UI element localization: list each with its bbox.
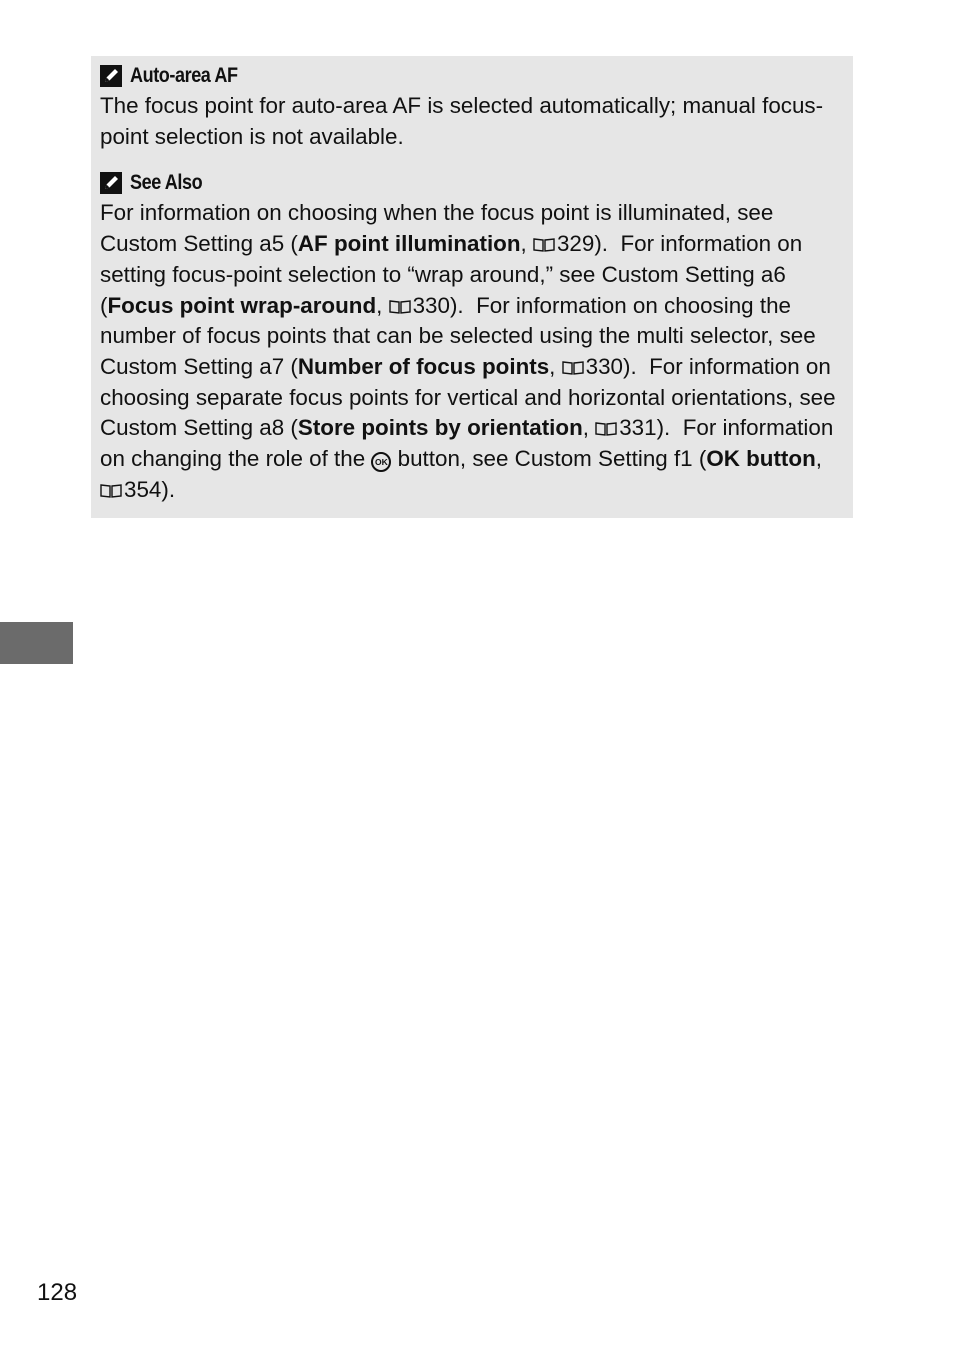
page-reference[interactable]: 354 xyxy=(124,476,162,502)
page-reference[interactable]: 330 xyxy=(585,353,623,379)
page-reference[interactable]: 329 xyxy=(556,231,595,257)
note-auto-area-af xyxy=(100,61,844,152)
menu-item-name: Store points by orientation xyxy=(297,415,583,441)
book-reference-icon xyxy=(562,361,584,375)
body-text: For information on changing the role of the xyxy=(100,415,834,472)
book-reference-icon xyxy=(389,300,411,314)
menu-item-name: AF point illumination xyxy=(297,231,521,257)
page-number: 128 xyxy=(37,1279,78,1306)
note-body-text: For information on choosing when the focus point is illuminated, see Custom Setting a5 (AF point illumination, 329). For information on setting focus-point selection to “wrap around,” see Custom Setting a6 (Focus point wrap-around, 330). For information on choosing the number of focus points that can be selected using the multi selector, see Custom Setting a7 (Number of focus points, 330). For information on choosing separate focus points for vertical and horizontal orientations, see Custom Setting a8 (Store points by orientation, 331). For information on changing the role of the OK button, see Custom Setting f1 (OK button, 354). xyxy=(100,200,836,502)
book-reference-icon xyxy=(595,422,617,436)
body-text: For information on choosing the number of focus points that can be selected using the multi selector, see Custom Setting a7 ( xyxy=(100,292,816,379)
note-heading xyxy=(100,61,844,91)
note-heading-text: Auto-area AF xyxy=(130,64,238,87)
menu-item-name: Focus point wrap-around xyxy=(107,292,377,318)
book-reference-icon xyxy=(100,484,122,498)
ok-button-icon: OK xyxy=(371,452,391,472)
pencil-note-icon xyxy=(100,65,122,87)
chapter-tab-marker xyxy=(0,622,73,664)
note-heading xyxy=(100,168,844,198)
menu-item-name: Number of focus points xyxy=(297,353,550,379)
body-text: For information on setting focus-point selection to “wrap around,” see Custom Setting a6 ( xyxy=(100,231,803,318)
note-heading-text: See Also xyxy=(130,171,203,195)
page-reference[interactable]: 331 xyxy=(619,415,657,441)
book-reference-icon xyxy=(533,238,555,252)
body-text: For information on choosing separate focus points for vertical and horizontal orientations, see Custom Setting a8 ( xyxy=(100,353,836,441)
body-text: For information on choosing when the focus point is illuminated, see Custom Setting a5 ( xyxy=(100,200,774,257)
note-box xyxy=(91,56,853,518)
note-body-text: The focus point for auto-area AF is selected automatically; manual focus-point selection is not available. xyxy=(100,93,824,149)
page-reference[interactable]: 330 xyxy=(412,292,450,318)
body-text: button, see Custom Setting f1 ( xyxy=(397,446,707,472)
note-see-also xyxy=(100,168,844,505)
menu-item-name: OK button xyxy=(706,446,816,472)
pencil-note-icon xyxy=(100,172,122,194)
